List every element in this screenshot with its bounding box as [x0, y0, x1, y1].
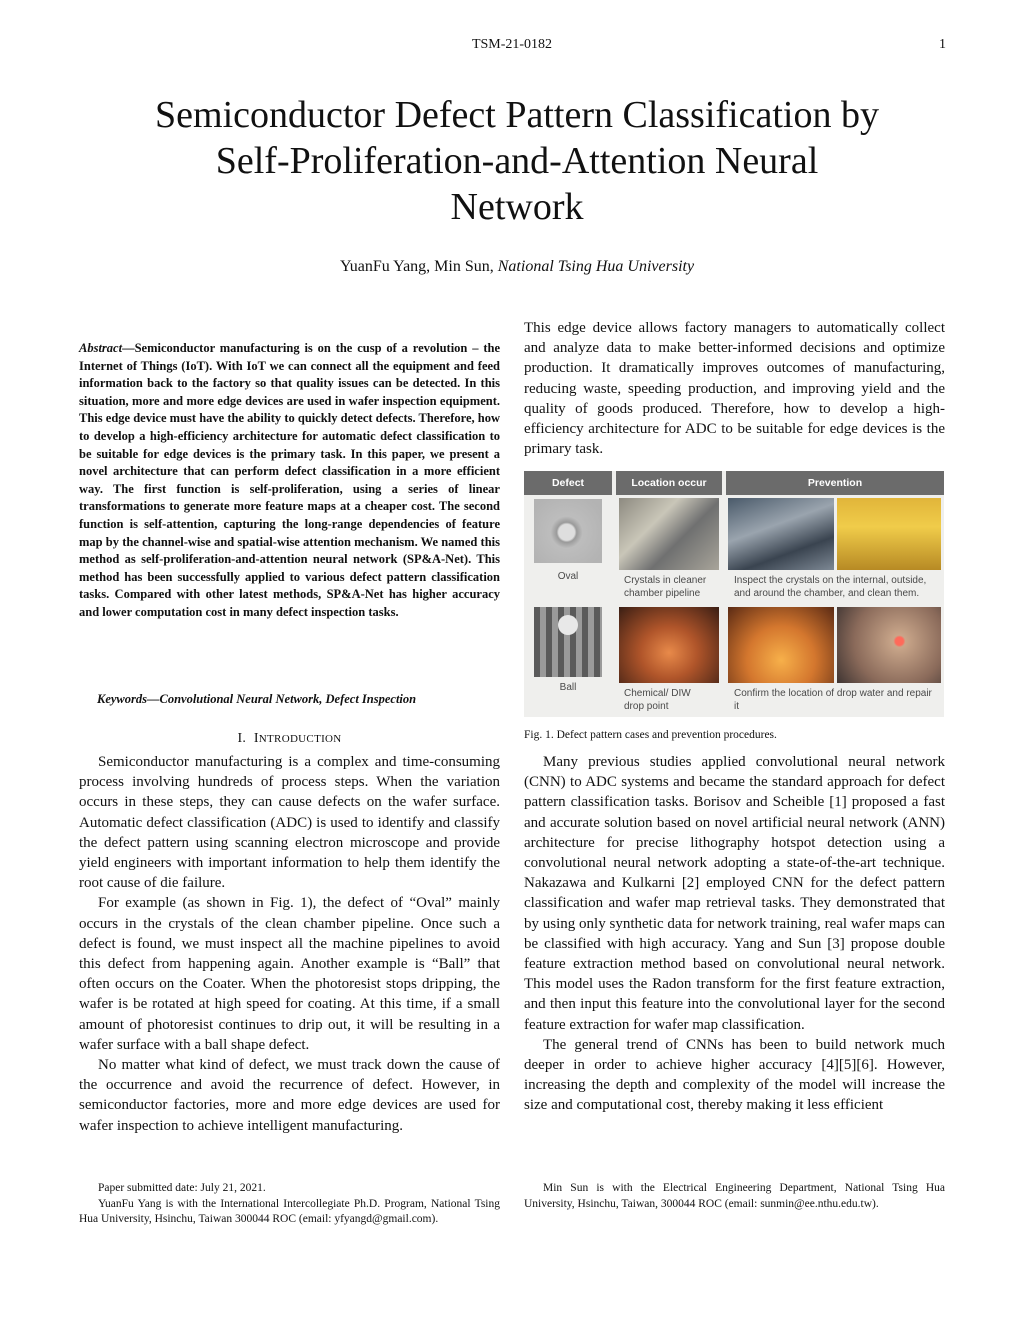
figure-header-defect: Defect — [524, 471, 612, 495]
title-line: Network — [450, 186, 584, 228]
drop-water-photo — [837, 607, 941, 683]
paper-title — [100, 92, 934, 230]
footnote: Paper submitted date: July 21, 2021. — [98, 1182, 266, 1194]
label-prevention-row1: Inspect the crystals on the internal, outside, and around the chamber, and clean them. — [734, 575, 927, 599]
inspection-photo — [728, 498, 834, 570]
running-header-code: TSM-21-0182 — [471, 37, 553, 52]
drop-point-photo — [619, 607, 719, 683]
abstract — [79, 340, 500, 622]
label-ball: Ball — [559, 682, 577, 693]
footnote: Min Sun is with the Electrical Engineering Department, National Tsing Hua University, Hsinchu, Taiwan, 300044 ROC (email: sunmin@ee.nthu.edu.tw). — [524, 1182, 945, 1210]
footnotes-right — [524, 1181, 945, 1212]
footnote: YuanFu Yang is with the International Intercollegiate Ph.D. Program, National Tsing Hua University, Hsinchu, Taiwan 300044 ROC (email: yfyangd@gmail.com). — [79, 1197, 500, 1226]
body-paragraph: Semiconductor manufacturing is a complex and time-consuming process involving hundreds of process steps. When the variation occurs in these steps, they can cause defects on the wafer surface. Automatic defect classification (ADC) is used to identify and classify the defect pattern using scanning electron microscope and provide yield engineers with important information to help them identify the root cause of die failure. — [79, 754, 500, 892]
ball-defect-image — [534, 607, 602, 677]
equipment-yellow-photo — [837, 498, 941, 570]
footnotes-left — [79, 1181, 500, 1228]
body-paragraph: The general trend of CNNs has been to build network much deeper in order to achieve higher accuracy [4][5][6]. However, increasing the depth and complexity of the model will increase the size and computational cost, thereby making it less efficient — [524, 1036, 945, 1114]
oval-defect-image — [534, 499, 602, 563]
figure-caption: Fig. 1. Defect pattern cases and prevention procedures. — [524, 729, 777, 741]
title-line: Self-Proliferation-and-Attention Neural — [215, 140, 819, 182]
author-affiliation: National Tsing Hua University — [497, 258, 695, 275]
body-paragraph: This edge device allows factory managers to automatically collect and analyze data to make better-informed decisions and optimize production. It dramatically improves outcomes of manufacturing, reducing waste, speeding production, and improving yield and the quality of goods produced. Therefore, how to develop a high-efficiency architecture for ADC to be suitable for edge devices is the primary task. — [524, 320, 945, 458]
label-location-row2: Chemical/ DIW drop point — [624, 688, 691, 712]
abstract-text: —Semiconductor manufacturing is on the cusp of a revolution – the Internet of Things (IoT). With IoT we can connect all the equipment and feed information back to the factory so that quality issues can be detected. In this situation, more and more edge devices are used in wafer inspection equipment. This edge device must have the ability to quickly detect defects. Therefore, how to develop a high-efficiency architecture for automatic defect classification to be suitable for edge devices is the primary task. In this paper, we present a novel architecture that can perform defect classification in a more efficient way. The first function is self-proliferation, using a series of linear transformations to generate more feature maps at a cheaper cost. The second function is self-attention, capturing the long-range dependencies of feature map by the channel-wise and spatial-wise attention mechanism. We named this method as self-proliferation-and-attention neural network (SP&A-Net). This method has been successfully applied to various defect pattern classification tasks. Compared with other latest methods, SP&A-Net has higher accuracy and lower computation cost in many defect inspection tasks. — [79, 341, 500, 619]
author-line — [100, 258, 934, 276]
keywords: Keywords—Convolutional Neural Network, Defect Inspection — [97, 692, 417, 706]
author-names: YuanFu Yang, Min Sun, — [339, 258, 494, 275]
section-heading-introduction — [79, 729, 500, 749]
wafer-coater-photo — [728, 607, 834, 683]
figure-header-location: Location occur — [616, 471, 722, 495]
label-oval: Oval — [557, 571, 579, 582]
label-prevention-row2: Confirm the location of drop water and repair it — [734, 688, 932, 712]
label-location-row1: Crystals in cleaner chamber pipeline — [624, 575, 707, 599]
figure-defect-prevention — [524, 471, 944, 717]
body-paragraph: No matter what kind of defect, we must track down the cause of the occurrence and avoid the recurrence of defect. However, in semiconductor factories, more and more edge devices are used for wafer inspection to achieve intelligent manufacturing. — [79, 1057, 500, 1134]
section-title-rest: NTRODUCTION — [258, 733, 342, 745]
right-body-text — [524, 752, 945, 1116]
figure-header-prevention: Prevention — [726, 471, 944, 495]
right-intro-text — [524, 318, 945, 459]
section-numeral: I. — [237, 731, 247, 746]
chamber-pipeline-photo — [619, 498, 719, 570]
section-initial: I — [253, 731, 259, 746]
body-paragraph: Many previous studies applied convolutional neural network (CNN) to ADC systems and became the standard approach for defect pattern classification tasks. Borisov and Scheible [1] proposed a fast and accurate solution based on novel artificial neural network (ANN) architecture for precise lithography hotspot detection using a convolutional neural network adopting a state-of-the-art technique. Nakazawa and Kulkarni [2] employed CNN for the defect pattern classification and wafer map retrieval tasks. They demonstrated that by using only synthetic data for network training, real wafer maps can be classified with high accuracy. Yang and Sun [3] propose double feature extraction method based on convolutional neural network. This model uses the Radon transform for the first feature extraction, and then input this feature into the convolutional layer for the second feature extraction for wafer map classification. — [524, 754, 945, 1033]
title-line: Semiconductor Defect Pattern Classification by — [155, 94, 879, 136]
body-paragraph: For example (as shown in Fig. 1), the defect of “Oval” mainly occurs in the crystals of the clean chamber pipeline. Once such a defect is found, we must inspect all the machine pipelines to avoid this defect from happening again. Another example is “Ball” that often occurs on the Coater. When the photoresist stops dripping, the wafer is be rotated at high speed for coating. At this time, if a small amount of photoresist continues to drip out, it will be resulting in a wafer surface with a ball shape defect. — [79, 895, 500, 1053]
left-body-text — [79, 752, 500, 1136]
page-number: 1 — [939, 37, 946, 52]
abstract-lead: Abstract — [79, 341, 123, 355]
